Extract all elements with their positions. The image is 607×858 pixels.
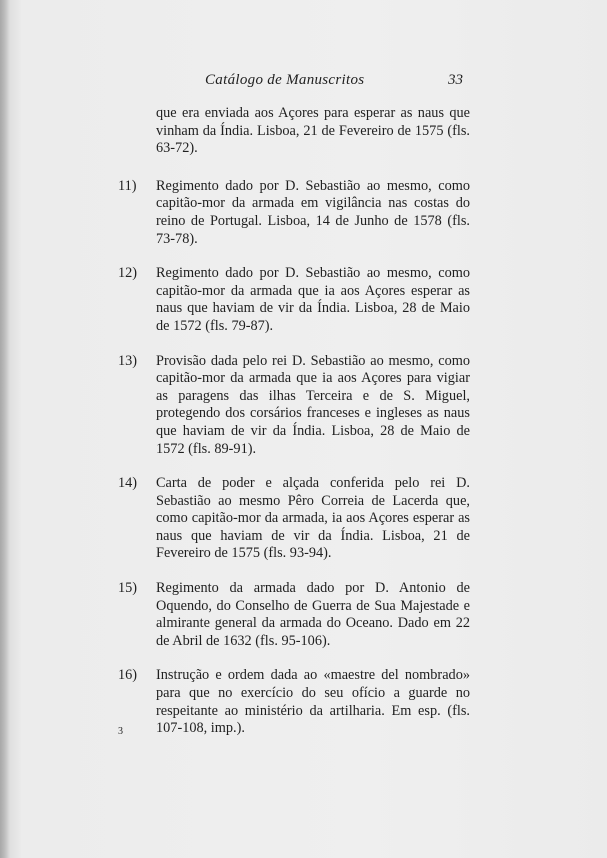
spine-shadow: [0, 0, 10, 858]
catalog-entry-continuation: [118, 105, 470, 158]
entry-number: 15): [118, 580, 138, 597]
entry-number: 13): [118, 352, 138, 369]
catalog-entry-13: [118, 353, 470, 459]
entry-number: 12): [118, 265, 138, 282]
catalog-entry-11: [118, 178, 470, 248]
running-title: Catálogo de Manuscritos: [205, 72, 365, 88]
entry-text: Carta de poder e alçada conferida pelo rei D. Sebastião ao mesmo Pêro Correia de Lacerda que, como capitão-mor da armada, ia aos Açores esperar as naus que haviam de vir da Índia. Lisboa, 21 de Fevereiro de 1575 (fls. 93-94).: [156, 475, 470, 562]
entry-text: Regimento dado por D. Sebastião ao mesmo, como capitão-mor da armada que ia aos Açores esperar as naus que haviam de vir da Índia. Lisboa, 28 de Maio de 1572 (fls. 79-87).: [156, 265, 470, 334]
entry-number: 11): [118, 177, 137, 194]
entry-number: 16): [118, 667, 138, 684]
entry-text: que era enviada aos Açores para esperar as naus que vinham da Índia. Lisboa, 21 de Fevereiro de 1575 (fls. 63-72).: [156, 105, 470, 157]
catalog-entries: [118, 105, 470, 755]
page-number: 33: [448, 72, 463, 88]
entry-number: 14): [118, 475, 138, 492]
entry-text: Regimento dado por D. Sebastião ao mesmo, como capitão-mor da armada em vigilância nas costas do reino de Portugal. Lisboa, 14 de Junho de 1578 (fls. 73-78).: [156, 177, 470, 247]
catalog-entry-14: [118, 475, 470, 563]
entry-text: Regimento da armada dado por D. Antonio de Oquendo, do Conselho de Guerra de Sua Majestade e almirante general da armada do Oceano. Dado em 22 de Abril de 1632 (fls. 95-106).: [156, 580, 470, 649]
entry-text: Provisão dada pelo rei D. Sebastião ao mesmo, como capitão-mor da armada que ia aos Açores para vigiar as paragens das ilhas Terceira e de S. Miguel, protegendo dos corsários franceses e ingleses as naus que haviam de vir da Índia. Lisboa, 28 de Maio de 1572 (fls. 89-91).: [156, 352, 470, 457]
catalog-entry-16: [118, 667, 470, 737]
catalog-entry-15: [118, 580, 470, 650]
catalog-entry-12: [118, 265, 470, 335]
page-header: [0, 72, 607, 92]
signature-mark: 3: [118, 726, 123, 737]
entry-text: Instrução e ordem dada ao «maestre del nombrado» para que no exercício do seu ofício a guarde no respeitante ao ministério da artilharia. Em esp. (fls. 107-108, imp.).: [156, 667, 470, 737]
